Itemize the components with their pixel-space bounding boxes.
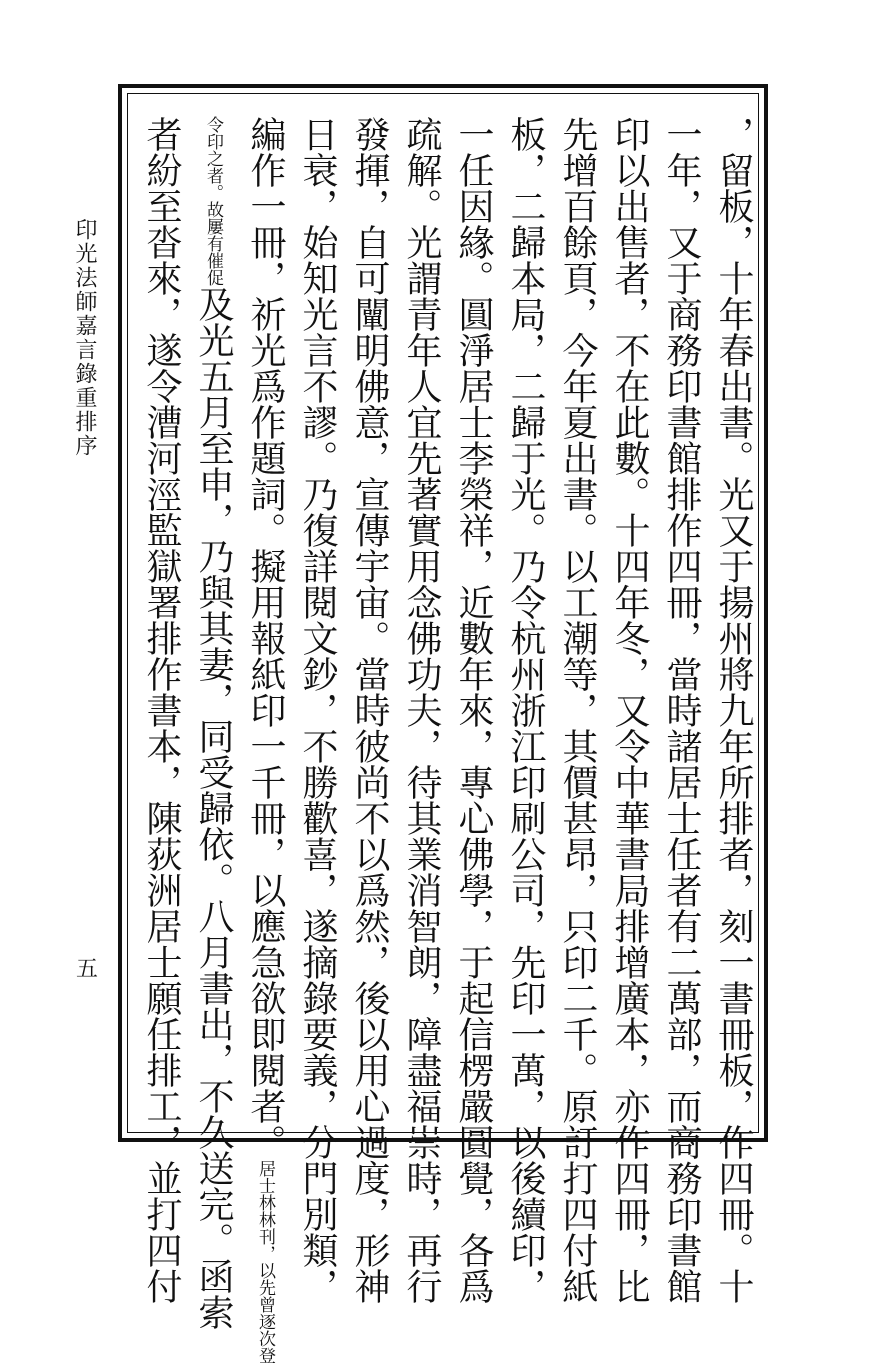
column-11-main-text: 及光五月至申，乃與其妻，同受歸依。八月書出，不久送完。函索 bbox=[193, 286, 234, 1330]
text-column-11 bbox=[191, 116, 235, 1330]
text-column-12: 者紛至沓來，遂令漕河涇監獄署排作書本，陳荻洲居士願任排工，並打四付 bbox=[141, 116, 182, 1304]
note-1-right: 以先曾逐次登 bbox=[255, 1262, 275, 1364]
interlinear-note-2 bbox=[202, 116, 223, 286]
page-number: 五 bbox=[75, 957, 98, 982]
note-2-left: 令印之者。 bbox=[203, 116, 223, 201]
running-title: 印光法師嘉言錄重排序 bbox=[72, 218, 97, 458]
text-column-5: 板，二歸本局，二歸于光。乃令杭州浙江印刷公司，先印一萬，以後續印， bbox=[505, 116, 546, 1304]
text-column-2: 一年，又于商務印書館排作四冊，當時諸居士任者有二萬部，而商務印書館 bbox=[661, 116, 702, 1304]
text-column-1: ，留板，十年春出書。光又于揚州將九年所排者，刻一書冊板，作四冊。十 bbox=[713, 116, 754, 1304]
note-2-right: 故屢有催促 bbox=[203, 201, 223, 286]
text-column-7: 疏解。光謂青年人宜先著實用念佛功夫，待其業消智朗，障盡福崇時，再行 bbox=[401, 116, 442, 1304]
text-column-9: 日衰，始知光言不謬。乃復詳閱文鈔，不勝歡喜，遂摘錄要義，分門別類， bbox=[297, 116, 338, 1304]
note-1-left: 居士林林刊， bbox=[255, 1160, 275, 1262]
text-column-4: 先增百餘頁，今年夏出書。以工潮等，其價甚昂，只印二千。原訂打四付紙 bbox=[557, 116, 598, 1304]
column-10-main-text: 編作一冊，祈光爲作題詞。擬用報紙印一千冊，以應急欲即閱者。 bbox=[245, 116, 286, 1160]
text-column-3: 印以出售者，不在此數。十四年冬，又令中華書局排增廣本，亦作四冊，比 bbox=[609, 116, 650, 1304]
interlinear-note-1 bbox=[254, 1160, 275, 1364]
text-column-6: 一任因緣。圓淨居士李榮祥，近數年來，專心佛學，于起信楞嚴圓覺，各爲 bbox=[453, 116, 494, 1304]
text-column-8: 發揮，自可闡明佛意，宣傳宇宙。當時彼尚不以爲然，後以用心過度，形神 bbox=[349, 116, 390, 1304]
text-column-10 bbox=[243, 116, 287, 1364]
